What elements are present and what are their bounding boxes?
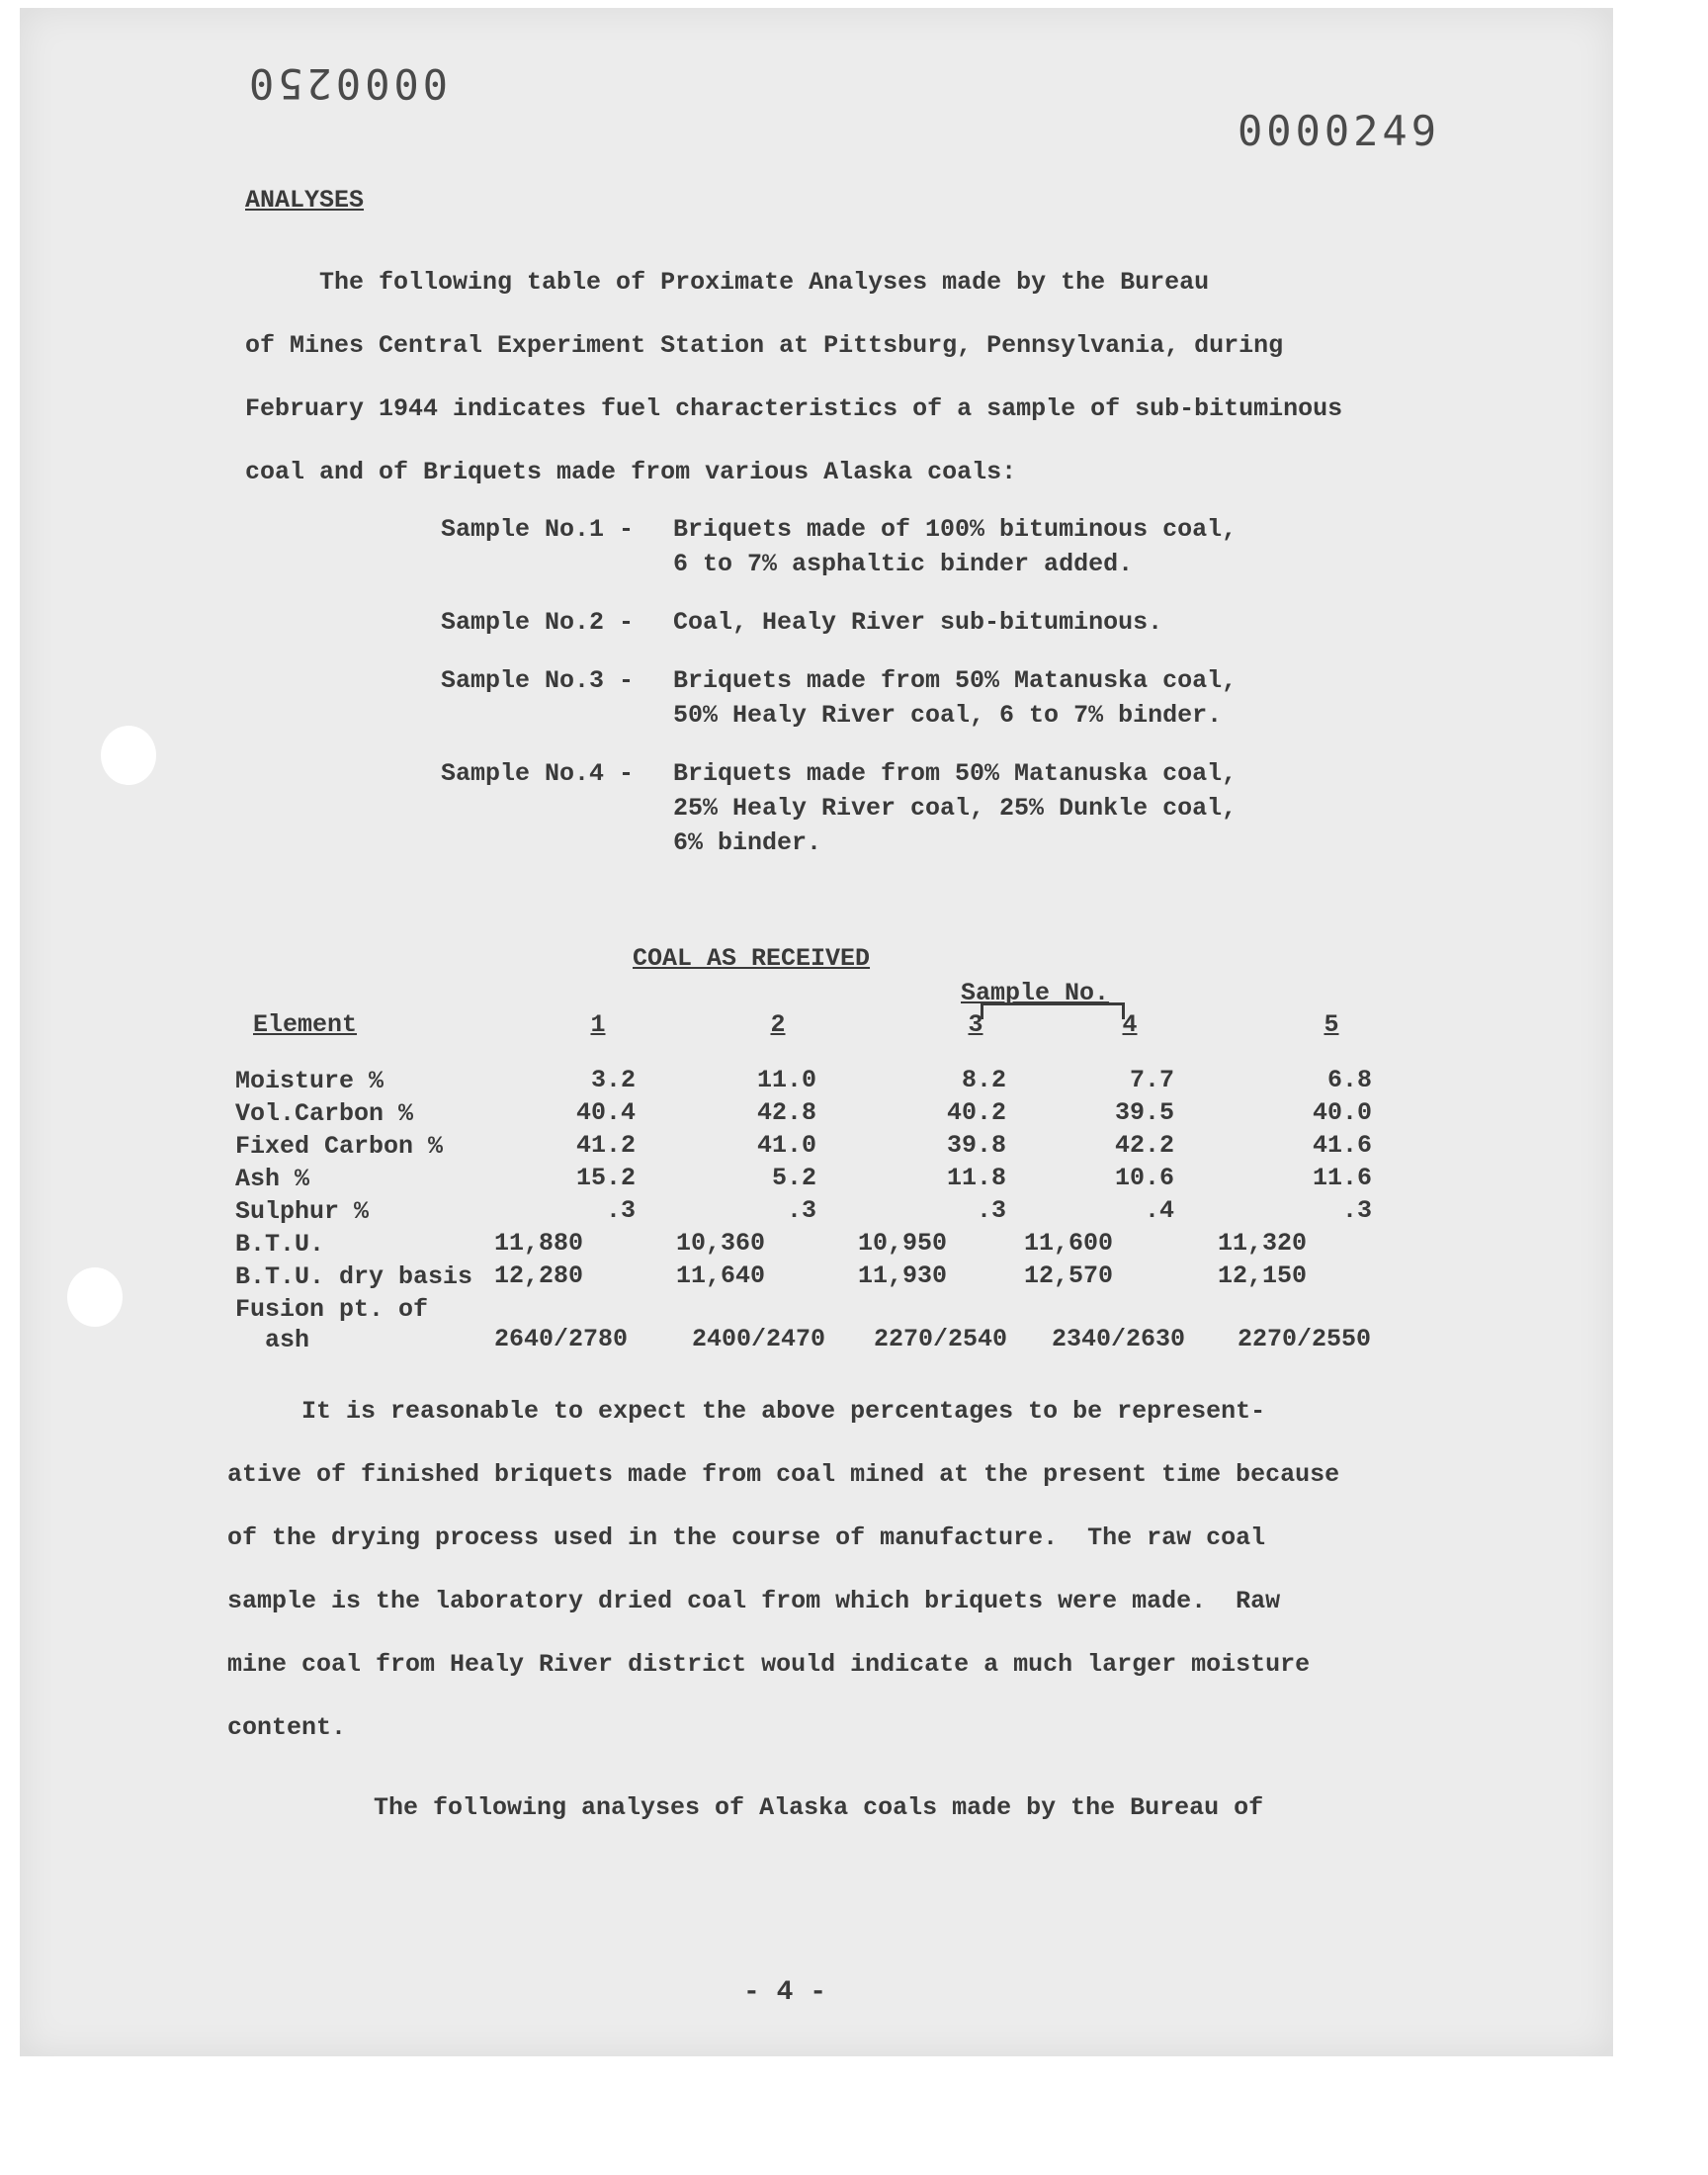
body-paragraph: It is reasonable to expect the above percentages to be represent- ative of finished briquets made from coal mined at the present time because of the drying process used in the course of manufacture. The raw coal sample is the laboratory dried coal from which briquets were made. Raw mine coal from Healy River district would indicate a much larger moisture content. [227,1397,1340,1742]
sample-item [441,512,1237,581]
table-title: COAL AS RECEIVED [633,944,871,973]
table-cell: 11,930 [858,1262,948,1290]
table-cell: 41.2 [575,1131,636,1160]
sample-label: Sample No.4 - [441,759,635,788]
table-cell: 11,320 [1218,1229,1308,1258]
table-cell: 11,880 [494,1229,584,1258]
table-cell: 11.6 [1312,1164,1372,1192]
table-cell: .3 [786,1196,816,1225]
row-label: Fixed Carbon % [235,1132,444,1161]
sample-label: Sample No.3 - [441,666,635,695]
document-number: 0000249 [1238,107,1441,155]
sample-item [441,756,1237,860]
sample-label: Sample No.2 - [441,608,635,637]
table-cell: 39.8 [946,1131,1006,1160]
row-label: B.T.U. [235,1230,325,1259]
table-cell: 10.6 [1114,1164,1174,1192]
table-cell: 7.7 [1129,1066,1174,1094]
table-cell: 2270/2550 [1238,1325,1372,1353]
table-cell: .3 [976,1196,1006,1225]
punch-hole [67,1267,123,1327]
table-cell: .3 [605,1196,636,1225]
table-cell: 12,280 [494,1262,584,1290]
punch-hole [101,726,156,785]
table-cell: 12,570 [1024,1262,1114,1290]
table-cell: 11,640 [676,1262,766,1290]
table-cell: 2340/2630 [1052,1325,1186,1353]
row-label: Sulphur % [235,1197,370,1226]
column-header: 3 [968,1010,983,1039]
table-cell: 40.2 [946,1098,1006,1127]
table-cell: 10,950 [858,1229,948,1258]
section-heading: ANALYSES [245,186,365,215]
sample-description: Briquets made of 100% bituminous coal, 6 to 7% asphaltic binder added. [673,515,1238,578]
sample-item [441,663,1237,733]
table-cell: 42.2 [1114,1131,1174,1160]
column-header: 1 [590,1010,606,1039]
sample-description: Coal, Healy River sub-bituminous. [673,608,1163,637]
row-label: Ash % [235,1165,310,1193]
table-cell: 5.2 [771,1164,816,1192]
table-cell: 39.5 [1114,1098,1174,1127]
row-label: B.T.U. dry basis [235,1262,473,1291]
element-column-header: Element [253,1010,358,1039]
sample-label: Sample No.1 - [441,515,635,544]
body-paragraph: The following analyses of Alaska coals made by the Bureau of [374,1793,1264,1822]
column-header: 4 [1122,1010,1138,1039]
table-cell: 2640/2780 [494,1325,629,1353]
table-cell: 41.0 [756,1131,816,1160]
table-cell: .3 [1341,1196,1372,1225]
table-cell: 40.4 [575,1098,636,1127]
table-cell: .4 [1144,1196,1174,1225]
row-label: Fusion pt. of ash [235,1295,429,1354]
intro-paragraph: The following table of Proximate Analyses made by the Bureau of Mines Central Experiment Station at Pittsburg, Pennsylvania, during February 1944 indicates fuel characteristics of a sample of sub-bituminous coal and of Briquets made from various Alaska coals: [245,268,1343,486]
table-cell: 3.2 [590,1066,636,1094]
sample-no-label: Sample No. [961,979,1110,1007]
table-cell: 2270/2540 [874,1325,1008,1353]
sample-description: Briquets made from 50% Matanuska coal, 25% Healy River coal, 25% Dunkle coal, 6% binder. [673,759,1238,857]
table-cell: 11.0 [756,1066,816,1094]
row-label: Vol.Carbon % [235,1099,414,1128]
sample-item [441,605,1237,640]
page-number: - 4 - [743,1977,827,2008]
table-cell: 8.2 [961,1066,1006,1094]
column-header: 2 [770,1010,786,1039]
table-cell: 40.0 [1312,1098,1372,1127]
sample-description: Briquets made from 50% Matanuska coal, 50% Healy River coal, 6 to 7% binder. [673,666,1238,730]
table-cell: 6.8 [1326,1066,1372,1094]
table-cell: 12,150 [1218,1262,1308,1290]
table-cell: 10,360 [676,1229,766,1258]
column-header: 5 [1324,1010,1339,1039]
table-cell: 15.2 [575,1164,636,1192]
table-cell: 2400/2470 [692,1325,826,1353]
table-cell: 11,600 [1024,1229,1114,1258]
table-cell: 11.8 [946,1164,1006,1192]
table-cell: 41.6 [1312,1131,1372,1160]
row-label: Moisture % [235,1067,384,1095]
document-number-mirrored: 0000250 [245,59,449,108]
sample-list [441,512,1237,884]
table-cell: 42.8 [756,1098,816,1127]
